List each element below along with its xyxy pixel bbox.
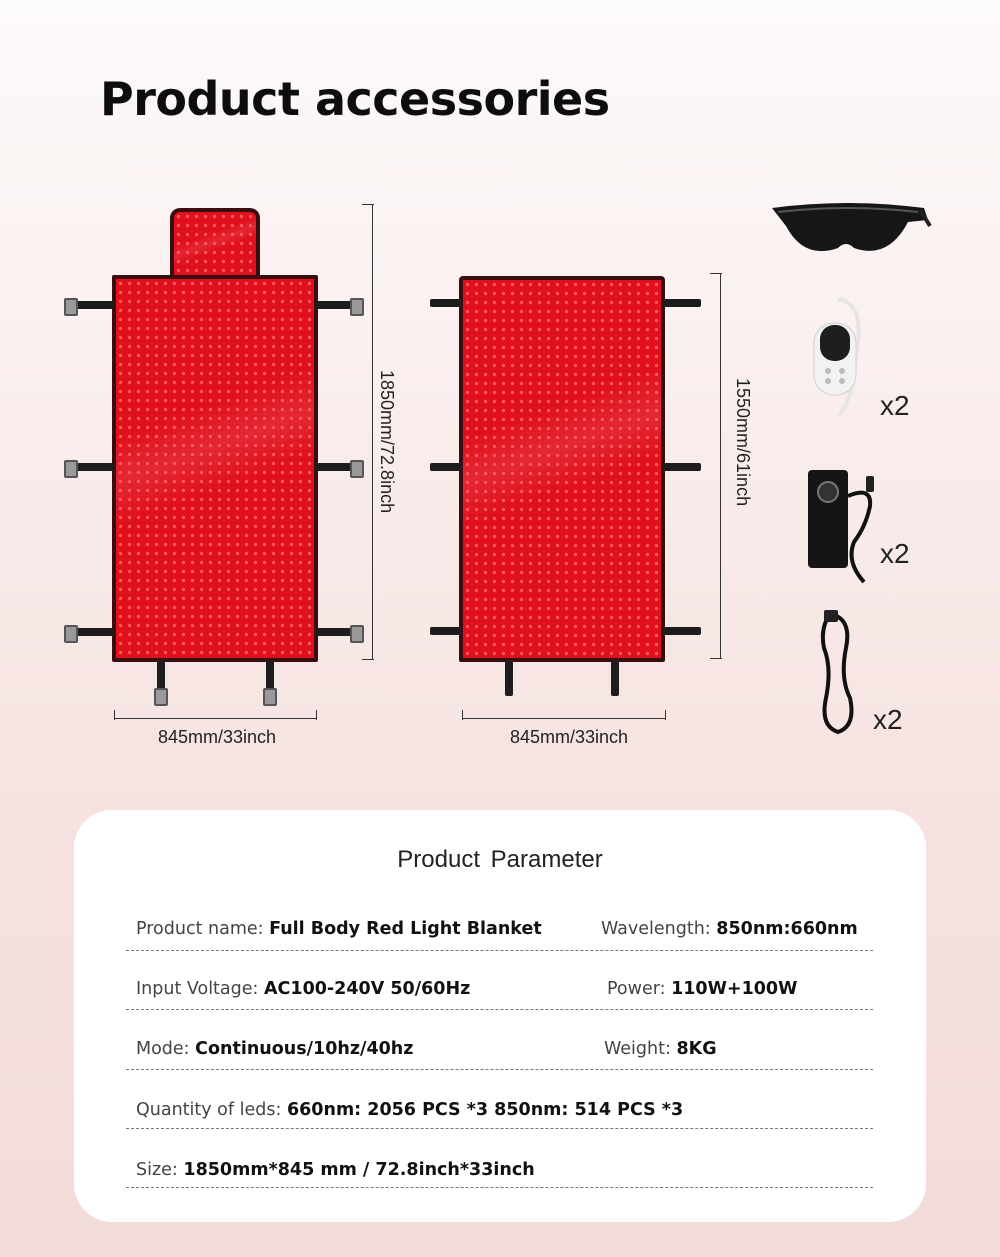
side-strap <box>430 627 462 635</box>
parameter-title: Product Parameter <box>397 846 603 873</box>
param-size <box>136 1160 535 1180</box>
height-dimension-line <box>360 204 373 660</box>
blanket-body-panel <box>459 276 665 662</box>
width-label: 845mm/33inch <box>510 727 629 747</box>
param-value: 1850mm*845 mm / 72.8inch*33inch <box>183 1160 535 1180</box>
param-label: Weight: <box>604 1039 671 1059</box>
goggles-icon <box>768 196 932 268</box>
height-label: 1550mm/61inch <box>733 378 753 507</box>
side-strap <box>663 299 701 307</box>
param-value: Continuous/10hz/40hz <box>195 1039 414 1059</box>
blanket-hood-panel <box>170 208 260 280</box>
param-value: AC100-240V 50/60Hz <box>264 979 471 999</box>
param-label: Mode: <box>136 1039 190 1059</box>
side-strap <box>430 299 462 307</box>
param-quantity-of-leds <box>136 1100 683 1120</box>
width-label: 845mm/33inch <box>158 727 277 747</box>
param-power <box>607 979 797 999</box>
param-value: 110W+100W <box>671 979 798 999</box>
param-label: Wavelength: <box>601 919 711 939</box>
page-title: Product accessories <box>100 72 610 126</box>
adapter-quantity: x2 <box>880 538 910 569</box>
param-weight <box>604 1039 717 1059</box>
param-label: Product name: <box>136 919 264 939</box>
side-strap <box>430 463 462 471</box>
param-value: 660nm: 2056 PCS *3 850nm: 514 PCS *3 <box>286 1100 684 1120</box>
row-divider <box>126 949 873 951</box>
height-label: 1850mm/72.8inch <box>377 370 397 514</box>
param-label: Power: <box>607 979 666 999</box>
side-strap <box>663 463 701 471</box>
param-value: 850nm:660nm <box>716 919 858 939</box>
buckle-icon <box>64 298 78 316</box>
param-label: Size: <box>136 1160 178 1180</box>
width-dimension-line <box>114 706 317 719</box>
product-parameter-card <box>74 810 926 1222</box>
row-divider <box>126 1008 873 1010</box>
power-cord-icon <box>816 608 860 738</box>
controller-quantity: x2 <box>880 390 910 421</box>
height-dimension-line <box>708 273 721 659</box>
row-divider <box>126 1186 873 1188</box>
buckle-icon <box>154 688 168 706</box>
param-label: Quantity of leds: <box>136 1100 282 1120</box>
param-input-voltage <box>136 979 470 999</box>
width-dimension-line <box>462 706 666 719</box>
side-strap <box>72 628 114 636</box>
power-adapter-icon <box>806 466 882 592</box>
cord-quantity: x2 <box>873 704 903 735</box>
buckle-icon <box>64 460 78 478</box>
side-strap <box>663 627 701 635</box>
bottom-strap <box>505 660 513 696</box>
param-product-name <box>136 919 542 939</box>
side-strap <box>72 463 114 471</box>
param-value: Full Body Red Light Blanket <box>269 919 542 939</box>
param-label: Input Voltage: <box>136 979 259 999</box>
param-value: 8KG <box>676 1039 717 1059</box>
row-divider <box>126 1068 873 1070</box>
controller-icon <box>808 295 870 423</box>
param-mode <box>136 1039 413 1059</box>
param-wavelength <box>601 919 858 939</box>
buckle-icon <box>263 688 277 706</box>
side-strap <box>72 301 114 309</box>
blanket-body-panel <box>112 275 318 662</box>
bottom-strap <box>611 660 619 696</box>
buckle-icon <box>64 625 78 643</box>
row-divider <box>126 1127 873 1129</box>
